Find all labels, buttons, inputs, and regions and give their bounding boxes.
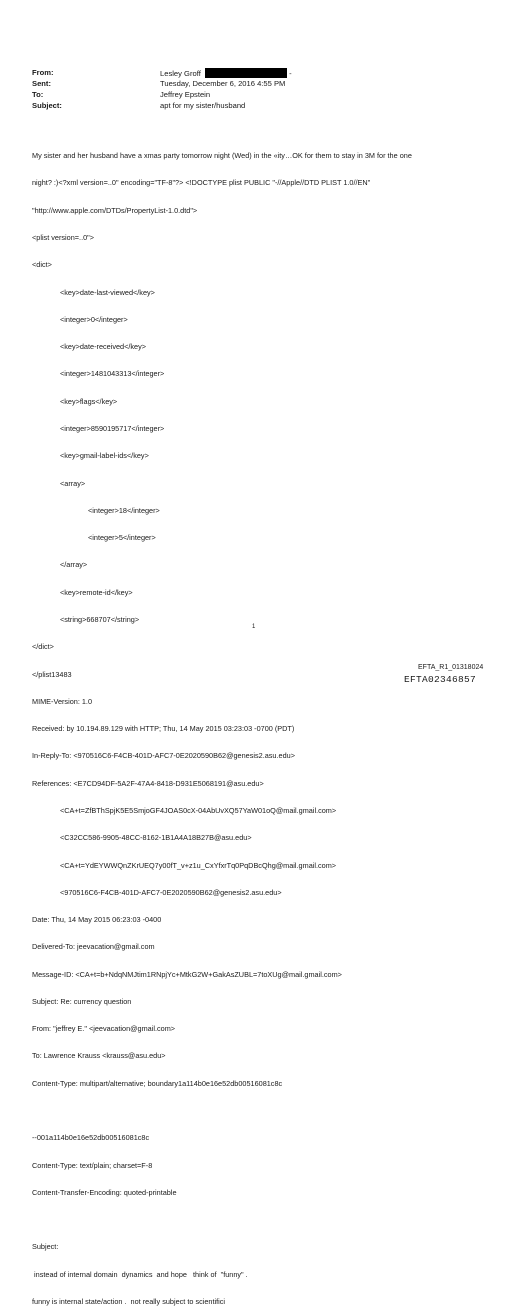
body-line: <key>date-received</key> xyxy=(60,342,146,352)
document-ref-large: EFTA02346857 xyxy=(404,674,477,685)
body-line: <integer>0</integer> xyxy=(60,314,128,324)
blank-line xyxy=(32,1106,482,1115)
body-line: MIME-Version: 1.0 xyxy=(32,696,93,706)
body-line: </dict> xyxy=(32,642,54,652)
body-line: "http://www.apple.com/DTDs/PropertyList-1.0.dtd"> xyxy=(32,205,198,215)
body-line: In-Reply-To: <970516C6-F4CB-401D-AFC7-0E2020590B62@genesis2.asu.edu> xyxy=(32,751,295,761)
body-line: Subject: Re: currency question xyxy=(32,996,132,1006)
subject-label: Subject: xyxy=(32,101,62,110)
body-line: </plist13483 xyxy=(32,669,72,679)
page-number: 1 xyxy=(252,624,256,630)
sent-value: Tuesday, December 6, 2016 4:55 PM xyxy=(160,79,286,88)
body-line: <970516C6-F4CB-401D-AFC7-0E2020590B62@genesis2.asu.edu> xyxy=(60,887,282,897)
body-line: Message-ID: <CA+t=b+NdqNMJtim1RNpjYc+MtkG2W+GakAsZUBL=7toXUg@mail.gmail.com> xyxy=(32,969,342,979)
body-line: <string>668707</string> xyxy=(60,614,140,624)
body-line: instead of internal domain dynamics and hope think of "funny" . xyxy=(32,1269,248,1279)
body-line: <CA+t=ZfBThSpjK5E5SmjoGF4JOAS0cX-04AbUvXQ57YaW01oQ@mail.gmail.com> xyxy=(60,805,337,815)
body-line: My sister and her husband have a xmas party tomorrow night (Wed) in the «ity…OK for them to stay in 3M for the one xyxy=(32,151,412,161)
to-value: Jeffrey Epstein xyxy=(160,90,211,99)
body-line: From: "jeffrey E." <jeevacation@gmail.com> xyxy=(32,1024,176,1034)
body-line: funny is internal state/action . not really subject to scientifici xyxy=(32,1296,226,1306)
body-line: Content-Transfer-Encoding: quoted-printable xyxy=(32,1187,177,1197)
body-line: Content-Type: text/plain; charset=F-8 xyxy=(32,1160,153,1170)
body-line: <C32CC586-9905-48CC-8162-1B1A4A18B27B@asu.edu> xyxy=(60,833,252,843)
to-label: To: xyxy=(32,90,44,99)
body-line: <integer>5</integer> xyxy=(88,533,156,543)
body-line: </array> xyxy=(60,560,88,570)
body-line: Subject: xyxy=(32,1242,59,1252)
body-line: To: Lawrence Krauss <krauss@asu.edu> xyxy=(32,1051,166,1061)
body-line: <key>flags</key> xyxy=(60,396,118,406)
body-line: <key>gmail-label-ids</key> xyxy=(60,451,149,461)
body-line: Delivered-To: jeevacation@gmail.com xyxy=(32,942,155,952)
body-line: Received: by 10.194.89.129 with HTTP; Thu, 14 May 2015 03:23:03 -0700 (PDT) xyxy=(32,724,295,734)
email-body xyxy=(32,133,482,1315)
body-line: <integer>18</integer> xyxy=(88,505,160,515)
body-line: night? :)<?xml version=..0" encoding="TF-8"?> <!DOCTYPE plist PUBLIC "-//Apple//DTD PLIST 1.0//EN" xyxy=(32,178,371,188)
body-line: <key>date-last-viewed</key> xyxy=(60,287,155,297)
blank-line xyxy=(32,1215,482,1224)
from-value: Lesley Groff xyxy=(160,69,201,78)
sent-label: Sent: xyxy=(32,79,51,88)
body-line: <plist version=..0"> xyxy=(32,233,95,243)
body-line: <dict> xyxy=(32,260,52,270)
body-line: Date: Thu, 14 May 2015 06:23:03 -0400 xyxy=(32,915,162,925)
body-line: <integer>8590195717</integer> xyxy=(60,424,165,433)
body-line: Content-Type: multipart/alternative; boundary1a114b0e16e52db00516081c8c xyxy=(32,1078,283,1088)
body-line: <key>remote-id</key> xyxy=(60,587,133,597)
redaction-box xyxy=(205,68,287,78)
document-ref-small: EFTA_R1_01318024 xyxy=(418,664,484,671)
from-suffix: - xyxy=(289,69,292,78)
body-line: --001a114b0e16e52db00516081c8c xyxy=(32,1133,150,1143)
body-line: References: <E7CD94DF-5A2F-47A4-8418-D931E5068191@asu.edu> xyxy=(32,778,264,788)
body-line: <integer>1481043313</integer> xyxy=(60,369,165,379)
body-line: <CA+t=YdEYWWQnZKrUEQ7y00fT_v+z1u_CxYfxrTq0PqDBcQhg@mail.gmail.com> xyxy=(60,860,337,870)
body-line: <array> xyxy=(60,478,86,488)
from-label: From: xyxy=(32,68,54,77)
subject-value: apt for my sister/husband xyxy=(160,101,246,110)
